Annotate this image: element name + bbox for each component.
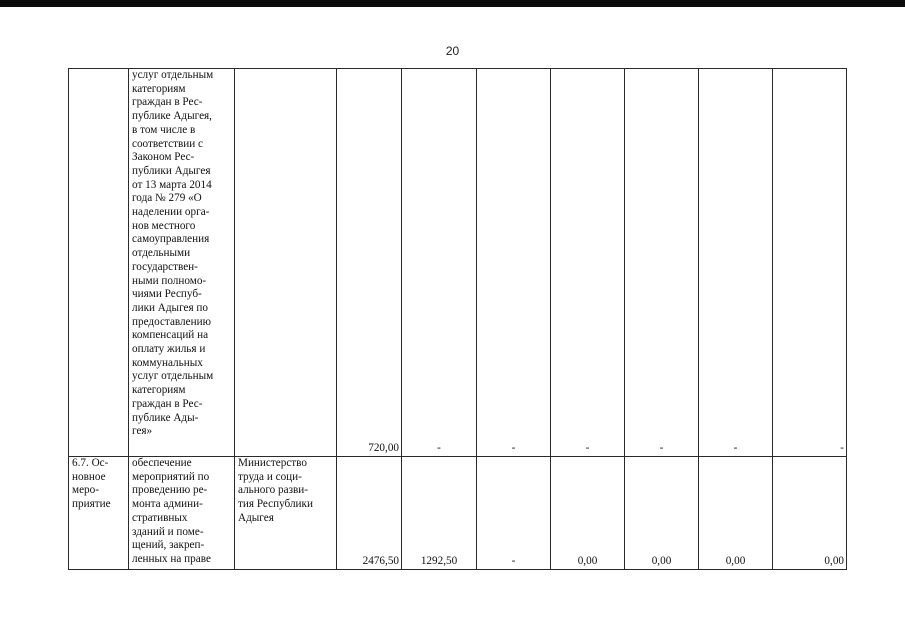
value-total-cell: 720,00 — [337, 69, 402, 457]
value-cell: 0,00 — [625, 457, 699, 570]
value-cell: - — [477, 69, 551, 457]
program-table — [68, 68, 847, 570]
page-number: 20 — [445, 44, 460, 58]
executor-cell — [235, 69, 337, 457]
value-cell: - — [773, 69, 847, 457]
value-cell: - — [699, 69, 773, 457]
activity-description-cell: услуг отдельным категориям граждан в Рес- публике Адыгея, в том числе в соответствии с Законом Рес- публики Адыгея от 13 марта 2014 года № 279 «О наделении орга- нов местного самоуправления отдельными государствен- ными полномо- чиями Респуб- лики Адыгея по предоставлению компенсаций на оплату жилья и коммунальных услуг отдельным категориям граждан в Рес- публике Ады- гея» — [129, 69, 235, 457]
value-cell: - — [625, 69, 699, 457]
table-row — [69, 457, 847, 570]
value-cell: 1292,50 — [402, 457, 477, 570]
activity-number-cell: 6.7. Ос- новное меро- приятие — [69, 457, 129, 570]
table-row — [69, 69, 847, 457]
scan-top-edge — [0, 0, 905, 7]
value-cell: - — [477, 457, 551, 570]
value-cell: - — [551, 69, 625, 457]
value-total-cell: 2476,50 — [337, 457, 402, 570]
value-cell: - — [402, 69, 477, 457]
activity-description-cell: обеспечение мероприятий по проведению ре- монта админи- стративных зданий и поме- щений, закреп- ленных на праве — [129, 457, 235, 570]
executor-cell: Министерство труда и соци- ального разви- тия Республики Адыгея — [235, 457, 337, 570]
value-cell: 0,00 — [699, 457, 773, 570]
value-cell: 0,00 — [551, 457, 625, 570]
value-cell: 0,00 — [773, 457, 847, 570]
activity-number-cell — [69, 69, 129, 457]
